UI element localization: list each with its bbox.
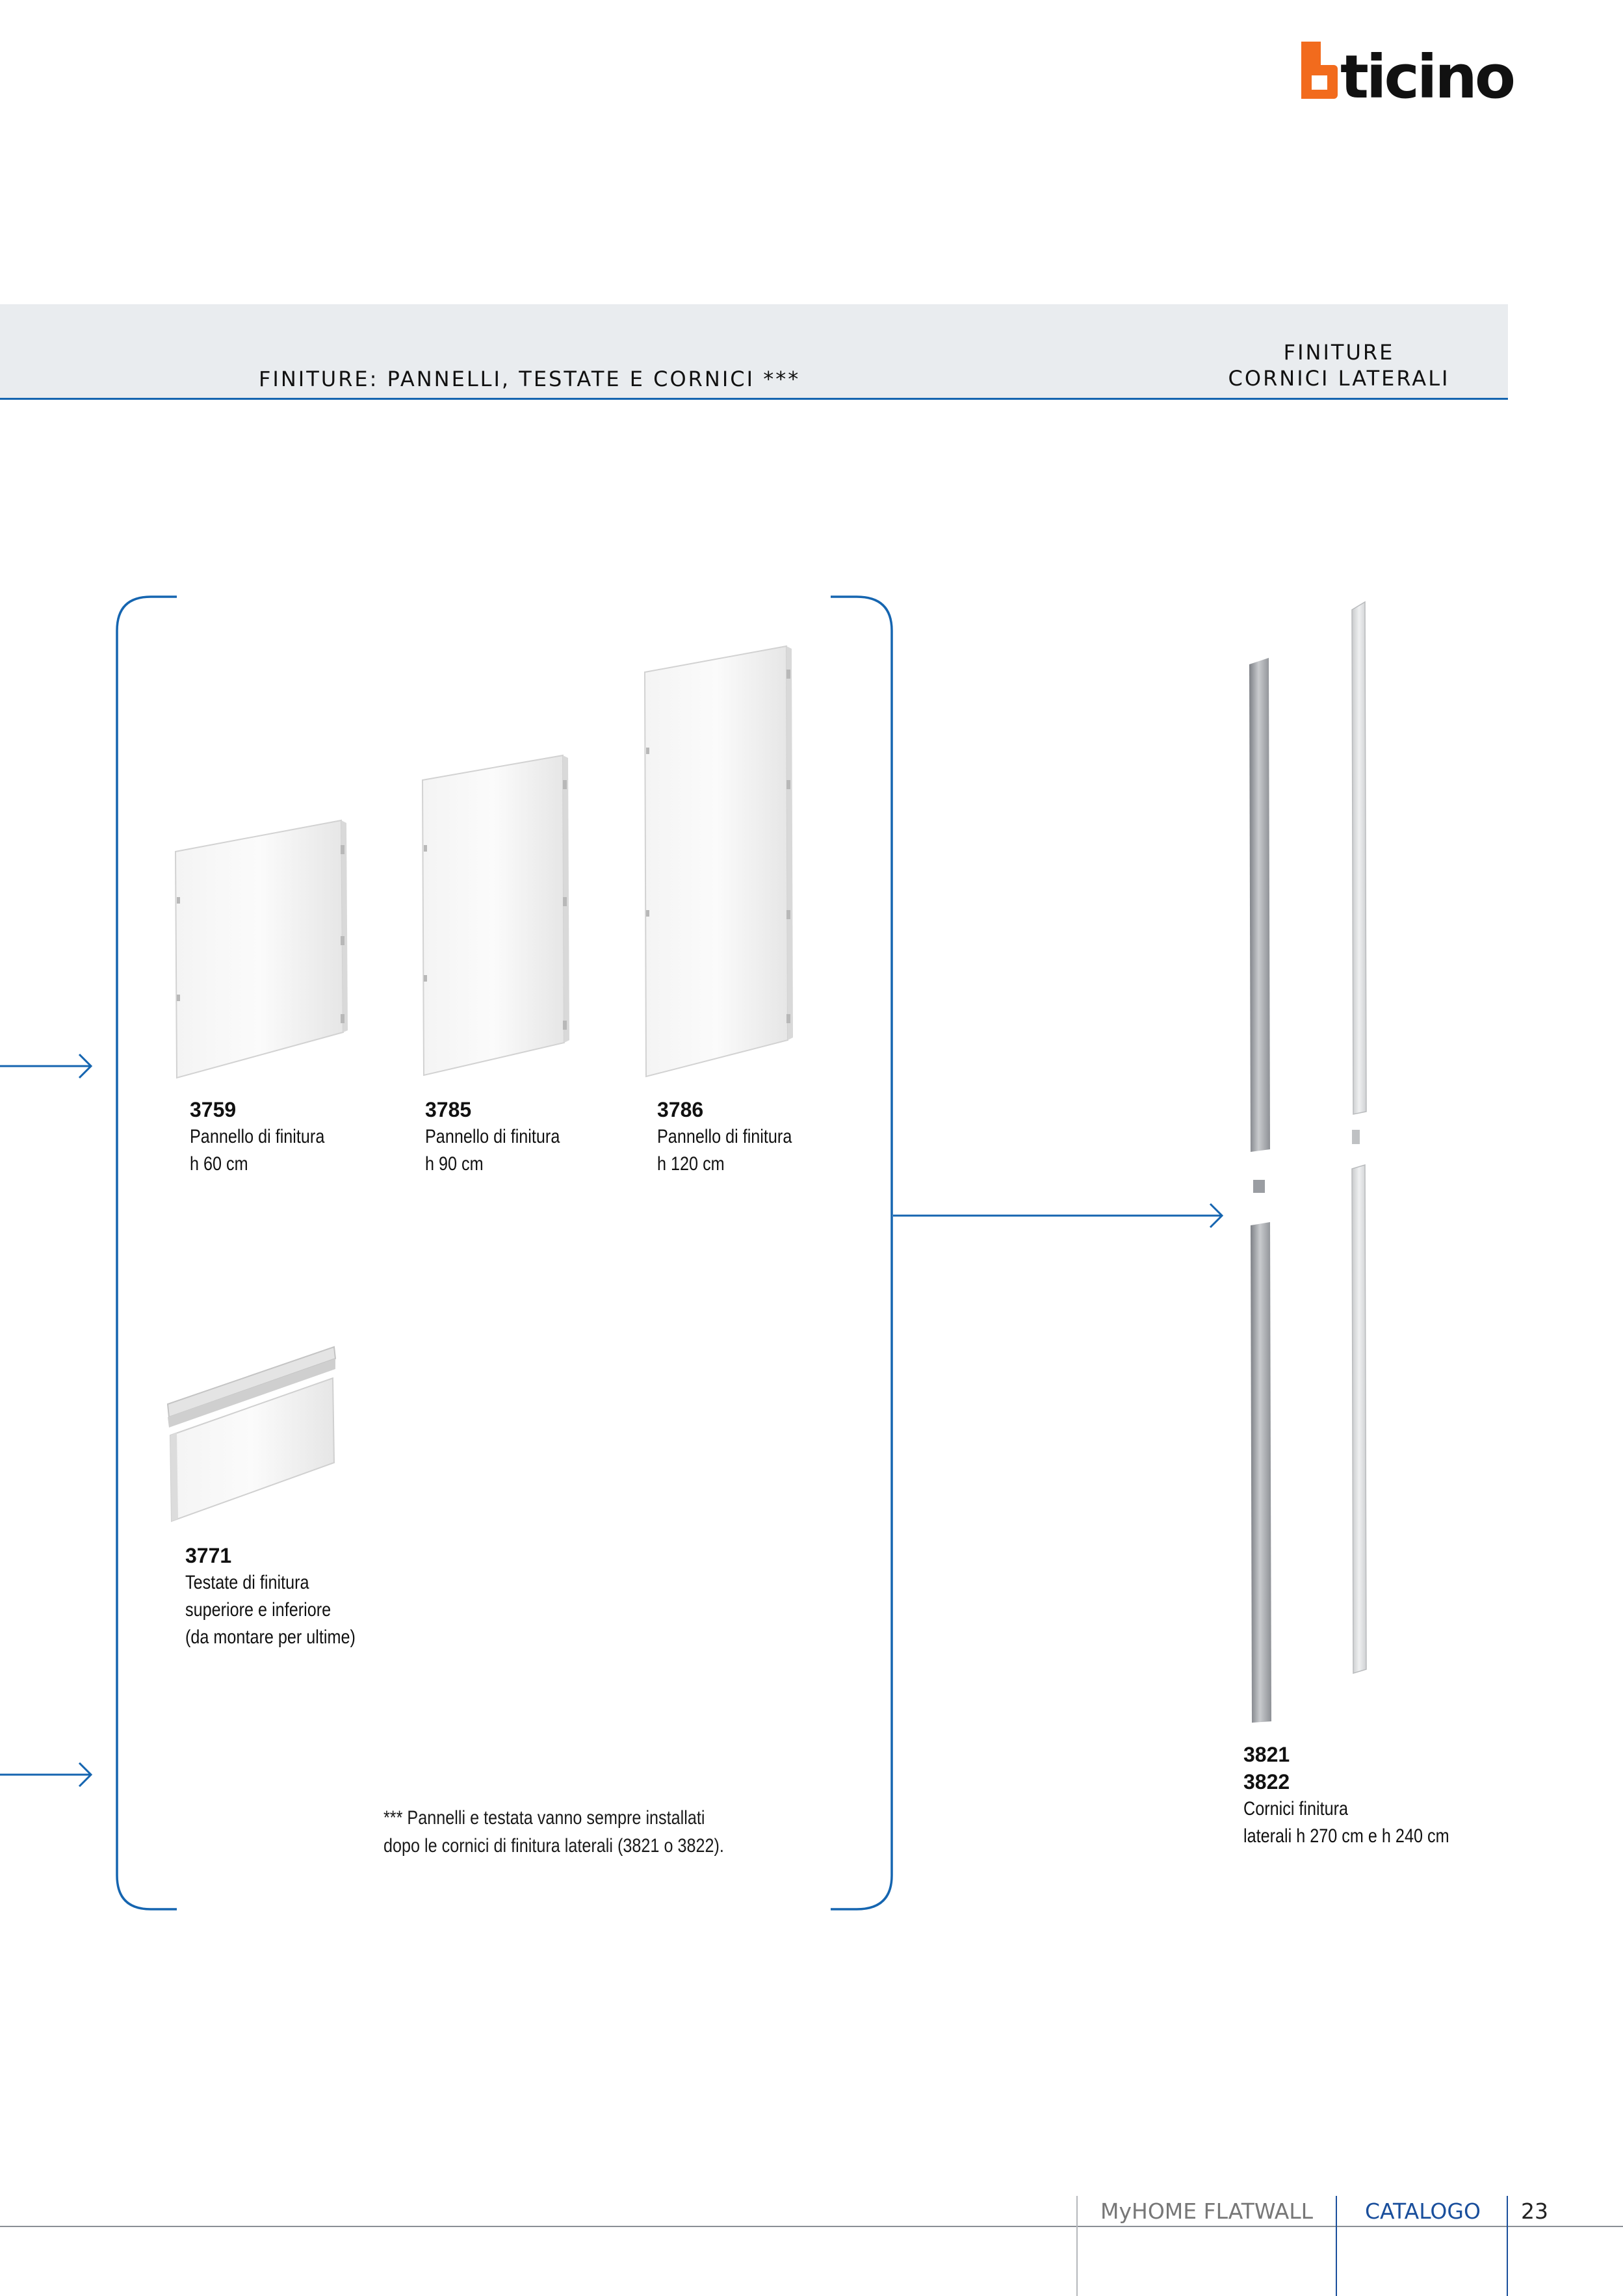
installation-footnote bbox=[383, 1804, 724, 1860]
panel-3759-image bbox=[175, 820, 348, 1078]
arrow-to-side-frames bbox=[893, 1204, 1222, 1227]
footer-section: CATALOGO bbox=[1365, 2198, 1481, 2224]
product-code: 3786 bbox=[657, 1098, 704, 1121]
side-frame-3822-image bbox=[1352, 602, 1366, 1673]
side-frame-3821-image bbox=[1249, 658, 1271, 1723]
product-3786-label bbox=[657, 1096, 818, 1178]
product-height: h 60 cm bbox=[190, 1153, 248, 1175]
footer-brand: MyHOME FLATWALL bbox=[1100, 2198, 1314, 2224]
footnote-line2: dopo le cornici di finitura laterali (3821 o 3822). bbox=[383, 1835, 724, 1857]
product-height: h 120 cm bbox=[657, 1153, 725, 1175]
page-number: 23 bbox=[1521, 2198, 1548, 2224]
panel-3785-image bbox=[422, 755, 569, 1075]
product-description: Pannello di finitura bbox=[190, 1126, 325, 1147]
product-code: 3759 bbox=[190, 1098, 237, 1121]
product-code-3822: 3822 bbox=[1243, 1770, 1290, 1794]
side-frames-label bbox=[1243, 1741, 1488, 1850]
section-title-side-frames-line2: CORNICI LATERALI bbox=[1228, 366, 1450, 391]
footer-separator bbox=[1076, 2196, 1078, 2296]
svg-text:ticino: ticino bbox=[1340, 42, 1514, 101]
footer-separator bbox=[1507, 2196, 1508, 2296]
product-description-line2: superiore e inferiore bbox=[185, 1599, 331, 1621]
product-note: (da montare per ultime) bbox=[185, 1626, 356, 1648]
section-title-panels: FINITURE: PANNELLI, TESTATE E CORNICI *** bbox=[259, 367, 801, 391]
product-code-3821: 3821 bbox=[1243, 1743, 1290, 1766]
footer-separator bbox=[1336, 2196, 1337, 2296]
product-description: Pannello di finitura bbox=[657, 1126, 792, 1147]
product-3759-label bbox=[190, 1096, 350, 1178]
arrow-to-panels bbox=[0, 1054, 91, 1078]
product-code: 3785 bbox=[425, 1098, 472, 1121]
product-description: Pannello di finitura bbox=[425, 1126, 560, 1147]
arrow-to-headboards bbox=[0, 1763, 91, 1786]
product-3785-label bbox=[425, 1096, 586, 1178]
footer-divider bbox=[0, 2226, 1623, 2227]
product-height: h 90 cm bbox=[425, 1153, 484, 1175]
product-height: laterali h 270 cm e h 240 cm bbox=[1243, 1825, 1449, 1847]
product-description: Testate di finitura bbox=[185, 1572, 309, 1593]
product-3771-label bbox=[185, 1542, 388, 1651]
headboards-3771-image bbox=[168, 1347, 335, 1521]
product-code: 3771 bbox=[185, 1544, 232, 1567]
footnote-line1: *** Pannelli e testata vanno sempre installati bbox=[383, 1807, 705, 1829]
panel-3786-image bbox=[645, 646, 793, 1076]
product-description: Cornici finitura bbox=[1243, 1798, 1349, 1820]
section-title-side-frames-line1: FINITURE bbox=[1283, 340, 1395, 365]
